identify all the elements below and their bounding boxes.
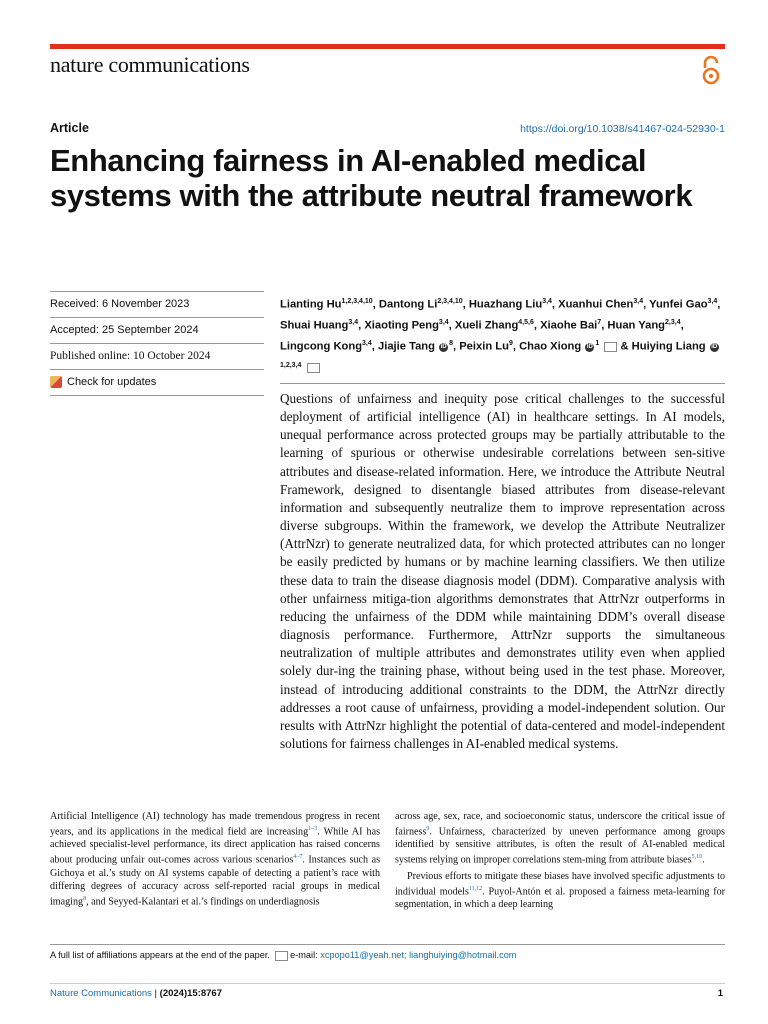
author-name[interactable]: Jiajie Tang <box>377 341 435 354</box>
author-affiliation: 3,4 <box>542 298 552 305</box>
orcid-icon[interactable]: iD <box>711 343 718 350</box>
citation-link[interactable]: 8 <box>83 895 87 902</box>
footer-journal[interactable]: Nature Communications <box>50 988 152 999</box>
author-affiliation: 2,3,4 <box>665 319 681 327</box>
email-label: e-mail: <box>290 950 318 960</box>
author-name[interactable]: Peixin Lu <box>459 341 509 354</box>
author-affiliation: 1 <box>595 340 600 348</box>
footer-citation: Nature Communications | (2024)15:8767 <box>50 988 222 999</box>
published-date: Published online: 10 October 2024 <box>50 344 264 370</box>
author-name[interactable]: Dantong Li <box>378 298 438 311</box>
abstract-divider <box>280 383 725 384</box>
body-paragraph: across age, sex, race, and socioeconomic status, underscore the critical issue of fairness$^9$. Unfairness, characterized by uneven performance among groups identified by sensitive attributes, is often the result of AI-enabled medical systems relying on improper correlations stem-ming from attribute biases$^{5,10}$. <box>395 811 725 866</box>
author-name[interactable]: Xuanhui Chen <box>558 298 634 311</box>
author-name[interactable]: Xiaoting Peng <box>364 319 439 332</box>
check-updates-label: Check for updates <box>67 376 157 388</box>
affiliation-note: A full list of affiliations appears at the end of the paper. <box>50 950 270 960</box>
orcid-icon[interactable]: iD <box>586 343 593 350</box>
author-name[interactable]: Xueli Zhang <box>454 319 519 332</box>
abstract-text: Questions of unfairness and inequity pose critical challenges to the successful deployment of artificial intelligence (AI) in healthcare settings. In AI models, unequal performance across protected groups may be partially attributable to the learning of spurious or otherwise undesirable correlations between sen-sitive attributes and disease-related information. Here, we introduce the Attribute Neutral Framework, designed to disentangle biased attributes from disease-relevant information and subsequently neutralize them to improve representation across diverse subgroups. Within the framework, we develop the Attribute Neutralizer (AttrNzr) to generate neutralized data, for which protected attributes can no longer be easily predicted by humans or by machine learning classifiers. We then utilize these data to train the disease diagnosis model (DDM). Comparative analysis with other unfairness mitiga-tion algorithms demonstrates that AttrNzr outperforms in reducing the unfairness of the DDM while maintaining DDM’s overall disease diagnosis performance. Furthermore, AttrNzr supports the simultaneous neutralization of multiple attributes and demonstrates utility even when applied solely dur-ing the training phase, without being used in the test phase. Moreover, instead of introducing additional constraints to the DDM, the AttrNzr directly addresses a root cause of unfairness, providing a model-independent solution. Our results with AttrNzr highlight the potential of data-centered and model-independent solutions for fairness challenges in AI-enabled medical systems. <box>280 391 725 751</box>
citation-link[interactable]: 1–3 <box>308 826 318 832</box>
author-name[interactable]: Yunfei Gao <box>649 298 708 311</box>
author-name[interactable]: Xiaohe Bai <box>540 319 598 332</box>
article-type: Article <box>50 121 89 135</box>
orcid-icon[interactable]: iD <box>440 343 447 350</box>
body-column-left <box>50 810 380 908</box>
citation-link[interactable]: 11,12 <box>468 885 483 892</box>
author-affiliation: 4,5,6 <box>518 319 534 327</box>
received-date: Received: 6 November 2023 <box>50 292 264 318</box>
author-name[interactable]: Shuai Huang <box>280 319 349 332</box>
author-name[interactable]: Lingcong Kong <box>280 341 363 354</box>
body-paragraph: Previous efforts to mitigate these biases have involved specific adjustments to individual models$^{11,12}$. Puyol-Antón et al. proposed a fairness meta-learning for segmentation, in which a deep learning <box>395 870 725 911</box>
author-affiliation: 9 <box>508 340 513 348</box>
page-number: 1 <box>717 988 723 999</box>
email-icon <box>275 951 288 961</box>
doi-link[interactable]: https://doi.org/10.1038/s41467-024-52930-1 <box>520 123 725 135</box>
author-name[interactable]: Huiying Liang <box>631 341 706 354</box>
author-affiliation: 2,3,4,10 <box>437 298 463 305</box>
footnote-divider <box>50 944 725 945</box>
author-name[interactable]: Huan Yang <box>607 319 666 332</box>
author-affiliation: 3,4 <box>438 319 449 327</box>
footer-divider <box>50 983 725 984</box>
author-affiliation: 3,4 <box>348 319 359 327</box>
author-affiliation: 3,4 <box>633 298 644 305</box>
author-affiliation: 1,2,3,4 <box>280 361 302 369</box>
article-meta <box>50 291 264 396</box>
citation-link[interactable]: 4–7 <box>293 854 303 861</box>
article-title: Enhancing fairness in AI-enabled medical systems with the attribute neutral framework <box>50 143 693 213</box>
author-list: Lianting Hu$^{1,2,3,4,10}$, Dantong Li$^{2,3,4,10}$, Huazhang Liu$^{3,4}$, Xuanhui Chen$^{3,4}$, Yunfei Gao$^{3,4}$, Shuai Huang$^{3,4}$, Xiaoting Peng$^{3,4}$, Xueli Zhang$^{4,5,6}$, Xiaohe Bai$^7$, Huan Yang$^{2,3,4}$, Lingcong Kong$^{3,4}$, Jiajie Tang iD $^8$, Peixin Lu$^9$, Chao Xiong iD $^1$ & Huiying Liang iD$^{1,2,3,4}$ <box>280 293 725 378</box>
open-access-lock-icon <box>700 54 722 86</box>
email-icon[interactable] <box>604 342 617 352</box>
check-for-updates[interactable] <box>50 370 264 396</box>
email-icon[interactable] <box>307 363 320 373</box>
footer-volume: (2024)15:8767 <box>159 988 222 999</box>
citation-link[interactable]: 5,10 <box>691 854 703 861</box>
author-name[interactable]: Chao Xiong <box>519 341 582 354</box>
author-name[interactable]: Lianting Hu <box>280 298 342 311</box>
author-affiliation: 3,4 <box>707 298 718 305</box>
journal-name: nature communications <box>50 52 250 77</box>
header-accent-bar <box>50 44 725 49</box>
affiliation-footnote <box>50 950 516 961</box>
author-affiliation: 3,4 <box>362 340 372 348</box>
body-paragraph: Artificial Intelligence (AI) technology has made tremendous progress in recent years, and its applications in the medical field are increasing$^{1-3}$. While AI has achieved specialist-level performance, its direct application has raised concerns about producing unfair out-comes across various scenarios$^{4-7}$. Instances such as Gichoya et al.’s study on AI systems capable of detecting a patient’s race with differing degrees of accuracy across self-reported racial groups in medical imaging$^8$, and Seyyed-Kalantari et al.’s findings on underdiagnosis <box>50 811 381 908</box>
author-affiliation: 8 <box>449 340 453 348</box>
author-affiliation: 1,2,3,4,10 <box>341 298 373 305</box>
author-affiliation: 7 <box>597 319 602 327</box>
accepted-date: Accepted: 25 September 2024 <box>50 318 264 344</box>
email-links[interactable]: xcpopo11@yeah.net; lianghuiying@hotmail.com <box>320 950 517 960</box>
check-updates-icon <box>50 376 62 388</box>
body-column-right <box>395 810 725 911</box>
author-name[interactable]: Huazhang Liu <box>468 298 543 311</box>
citation-link[interactable]: 9 <box>426 826 430 832</box>
